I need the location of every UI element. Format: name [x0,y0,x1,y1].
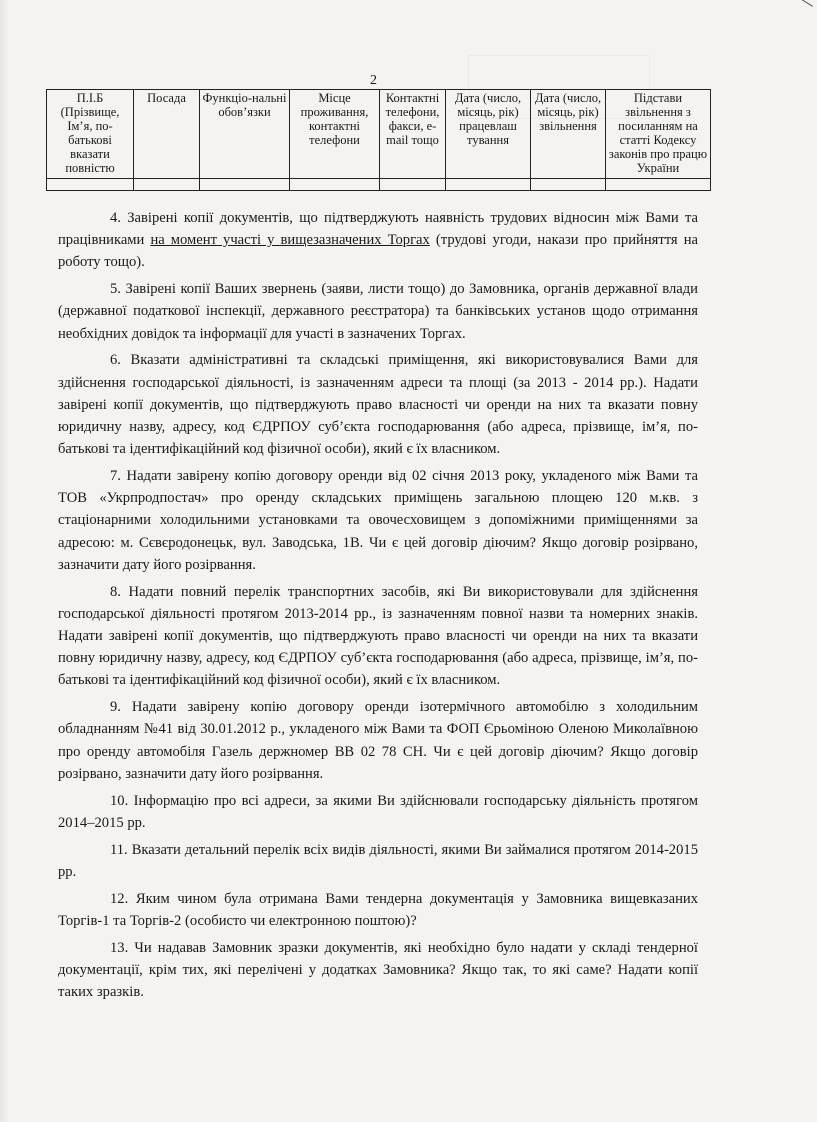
paragraph-7: 7. Надати завірену копію договору оренди від 02 січня 2013 року, укладеного між Вами та ТОВ «Укрпродпостач» про оренду складських приміщень загальною площею 120 м.кв. з стаціонарними холодильними установками та овочесховищем з допоміжними приміщеннями за адресою: м. Сєвєродонецьк, вул. Заводська, 1В. Чи є цей договір діючим? Якщо договір розірвано, зазначити дату його розірвання. [58,468,698,573]
paragraph-4 [58,207,698,274]
table-cell [200,179,290,191]
table-header-cell: Дата (число, місяць, рік) працевлаш тування [446,90,531,179]
paragraph-4-end: (трудові угоди, накази про прийняття на роботу тощо). [58,232,698,271]
table-cell [290,179,380,191]
paragraph-4-start: 4. Завірені копії документів, що підтверджують наявність трудових відносин між Вами та працівниками [58,210,698,249]
table-header-cell: Дата (число, місяць, рік) звільнення [531,90,606,179]
paragraph-8: 8. Надати повний перелік транспортних засобів, які Ви використовували для здійснення господарської діяльності протягом 2013-2014 рр., із зазначенням повної назви та номерних знаків. Надати завірені копії документів, що підтверджують право власності чи оренди на них та вказати повну юридичну назву, адресу, код ЄДРПОУ суб’єкта господарювання (або адреса, прізвище, ім’я, по-батькові та ідентифікаційний код фізичної особи), який є їх власником. [58,583,698,689]
table-row [47,179,711,191]
table-cell [606,179,711,191]
table-cell [380,179,446,191]
staff-table [46,89,711,191]
page-number: 2 [370,73,377,88]
paragraph-5: 5. Завірені копії Ваших звернень (заяви, листи тощо) до Замовника, органів державної влади (державної податкової інспекції, державного реєстратора) та банківських установ щодо отримання необхідних довідок та інформації для участі в зазначених Торгах. [58,281,698,342]
paragraph-10: 10. Інформацію про всі адреси, за якими Ви здійснювали господарську діяльність протягом 2014–2015 рр. [58,792,698,831]
paragraph-6: 6. Вказати адміністративні та складські приміщення, які використовувалися Вами для здійснення господарської діяльності, із зазначенням адреси та площі (за 2013 - 2014 рр.). Надати завірені копії документів, що підтверджують право власності чи оренди на них та вказати повну юридичну назву, адресу, код ЄДРПОУ суб’єкта господарювання (або адреса, прізвище, ім’я, по-батькові та ідентифікаційний код фізичної особи), який є їх власником. [58,352,698,458]
paragraph-11: 11. Вказати детальний перелік всіх видів діяльності, якими Ви займалися протягом 2014-2015 рр. [58,841,698,880]
table-header-cell: Посада [134,90,200,179]
paragraph-9: 9. Надати завірену копію договору оренди ізотермічного автомобілю з холодильним обладнанням №41 від 30.01.2012 р., укладеного між Вами та ФОП Єрьоміною Оленою Миколаївною про оренду автомобіля Газель держномер ВВ 02 78 СН. Чи є цей договір діючим? Якщо договір розірвано, зазначити дату його розірвання. [58,699,698,782]
document-body [58,207,698,1008]
scan-edge-shadow [0,0,8,1122]
table-cell [134,179,200,191]
table-header-cell: Функціо-нальні обов’язки [200,90,290,179]
folded-corner-line [719,0,813,7]
table-header-cell: Місце проживання, контактні телефони [290,90,380,179]
paragraph-4-underlined: на момент участі у вищезазначених Торгах [150,232,430,249]
table-cell [47,179,134,191]
paragraph-12: 12. Яким чином була отримана Вами тендерна документація у Замовника вищевказаних Торгів-1 та Торгів-2 (особисто чи електронною поштою)? [58,890,698,929]
table-cell [531,179,606,191]
table-header-cell: П.І.Б (Прізвище, Ім’я, по-батькові вказати повністю [47,90,134,179]
table-cell [446,179,531,191]
table-header-cell: Контактні телефони, факси, e-mail тощо [380,90,446,179]
table-header-cell: Підстави звільнення з посиланням на статті Кодексу законів про працю України [606,90,711,179]
paragraph-13: 13. Чи надавав Замовник зразки документів, які необхідно було надати у складі тендерної документації, крім тих, які перелічені у додатках Замовника? Якщо так, то які саме? Надати копії таких зразків. [58,939,698,1001]
